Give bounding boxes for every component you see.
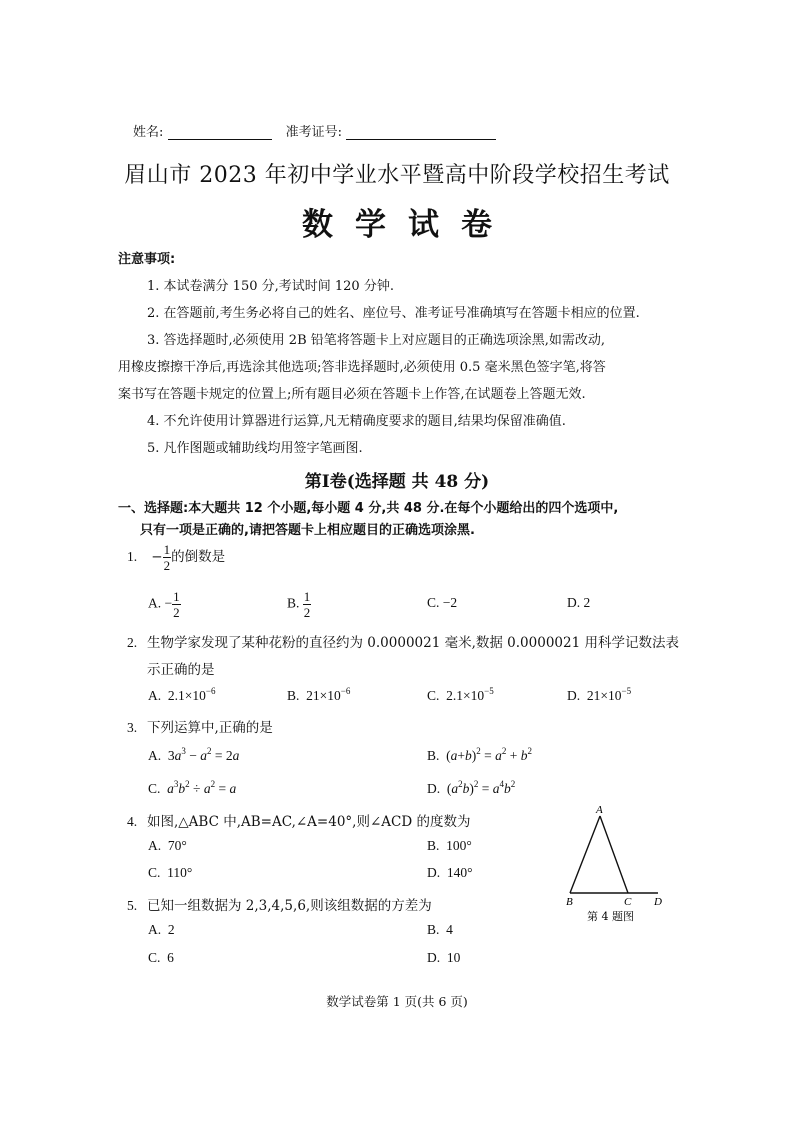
q2-option-c[interactable]: C. $2.1\times 10^{-5}$	[427, 686, 494, 703]
q2-option-d[interactable]: D. $21\times 10^{-5}$	[567, 686, 632, 703]
question-1: 1. − $\frac{1}{2}$ 的倒数是	[127, 542, 226, 573]
notes-heading: 注意事项:	[118, 252, 176, 267]
question-4: 4. 如图,△ABC 中,AB=AC,∠A=40°,则∠ACD 的度数为	[127, 814, 471, 830]
q4-option-c[interactable]: C. 110°	[148, 865, 193, 880]
note-item: 2. 在答题前,考生务必将自己的姓名、座位号、准考证号准确填写在答题卡相应的位置.	[147, 306, 640, 321]
note-item: 3. 答选择题时,必须使用 2B 铅笔将答题卡上对应题目的正确选项涂黑,如需改动,	[147, 333, 606, 348]
point-d-label: D	[654, 896, 662, 908]
q3-option-b[interactable]: B. $(a+b)^2 = a^2 + b^2$	[427, 746, 533, 763]
point-b-label: B	[566, 896, 573, 908]
q1-option-a[interactable]: A. − $\frac{1}{2}$	[148, 589, 180, 620]
q4-option-b[interactable]: B. 100°	[427, 838, 472, 853]
question-2: 2. 生物学家发现了某种花粉的直径约为 0.0000021 毫米,数据 0.0000021 用科学记数法表	[127, 635, 679, 651]
q3-option-c[interactable]: C. $a^3b^2 \div a^2 = a$	[148, 779, 237, 796]
side-ab	[570, 816, 600, 893]
part-heading-line-1: 一、选择题:本大题共 12 个小题,每小题 4 分,共 48 分.在每个小题给出的四个选项中,	[118, 501, 619, 516]
page-footer: 数学试卷第 1 页(共 6 页)	[326, 994, 468, 1009]
q2-option-b[interactable]: B. $21\times 10^{-6}$	[287, 686, 351, 703]
candidate-header	[133, 121, 496, 140]
side-ac	[600, 816, 628, 893]
q4-option-a[interactable]: A. 70°	[148, 838, 187, 853]
note-item: 5. 凡作图题或辅助线均用签字笔画图.	[147, 441, 363, 456]
question-3: 3. 下列运算中,正确的是	[127, 720, 273, 736]
note-item: 案书写在答题卡规定的位置上;所有题目必须在答题卡上作答,在试题卷上答题无效.	[118, 387, 586, 402]
q4-option-d[interactable]: D. 140°	[427, 865, 473, 880]
name-field[interactable]	[168, 125, 272, 140]
exam-no-label: 准考证号:	[285, 125, 343, 140]
section-title: 第Ⅰ卷(选择题 共 48 分)	[304, 472, 490, 492]
q1-option-d[interactable]: D. 2	[567, 595, 591, 610]
note-item: 4. 不允许使用计算器进行运算,凡无精确度要求的题目,结果均保留准确值.	[147, 414, 566, 429]
point-c-label: C	[624, 896, 632, 908]
q1-option-b[interactable]: B. $\frac{1}{2}$	[287, 589, 311, 620]
part-heading	[118, 498, 678, 542]
q5-option-a[interactable]: A. 2	[148, 922, 175, 937]
q5-option-b[interactable]: B. 4	[427, 922, 453, 937]
q3-option-d[interactable]: D. $(a^2b)^2 = a^4b^2$	[427, 779, 516, 796]
triangle-figure	[560, 800, 680, 930]
q5-option-c[interactable]: C. 6	[148, 950, 174, 965]
subject-title: 数学试卷	[302, 207, 514, 243]
part-heading-line-2: 只有一项是正确的,请把答题卡上相应题目的正确选项涂黑.	[140, 523, 475, 538]
q1-option-c[interactable]: C. −2	[427, 595, 458, 610]
q3-option-a[interactable]: A. $3a^3 - a^2 = 2a$	[148, 746, 240, 763]
exam-no-field[interactable]	[346, 125, 496, 140]
exam-title: 眉山市 2023 年初中学业水平暨高中阶段学校招生考试	[124, 163, 670, 188]
figure-caption: 第 4 题图	[587, 910, 634, 923]
point-a-label: A	[596, 804, 603, 816]
name-label: 姓名:	[133, 125, 164, 140]
fraction: $\frac{1}{2}$	[163, 542, 171, 573]
question-5: 5. 已知一组数据为 2,3,4,5,6,则该组数据的方差为	[127, 898, 432, 914]
q5-option-d[interactable]: D. 10	[427, 950, 461, 965]
q2-option-a[interactable]: A. $2.1\times 10^{-6}$	[148, 686, 216, 703]
note-item: 1. 本试卷满分 150 分,考试时间 120 分钟.	[147, 279, 394, 294]
note-item: 用橡皮擦擦干净后,再选涂其他选项;答非选择题时,必须使用 0.5 毫米黑色签字笔,将答	[118, 360, 606, 375]
question-2-cont: 示正确的是	[147, 662, 215, 678]
